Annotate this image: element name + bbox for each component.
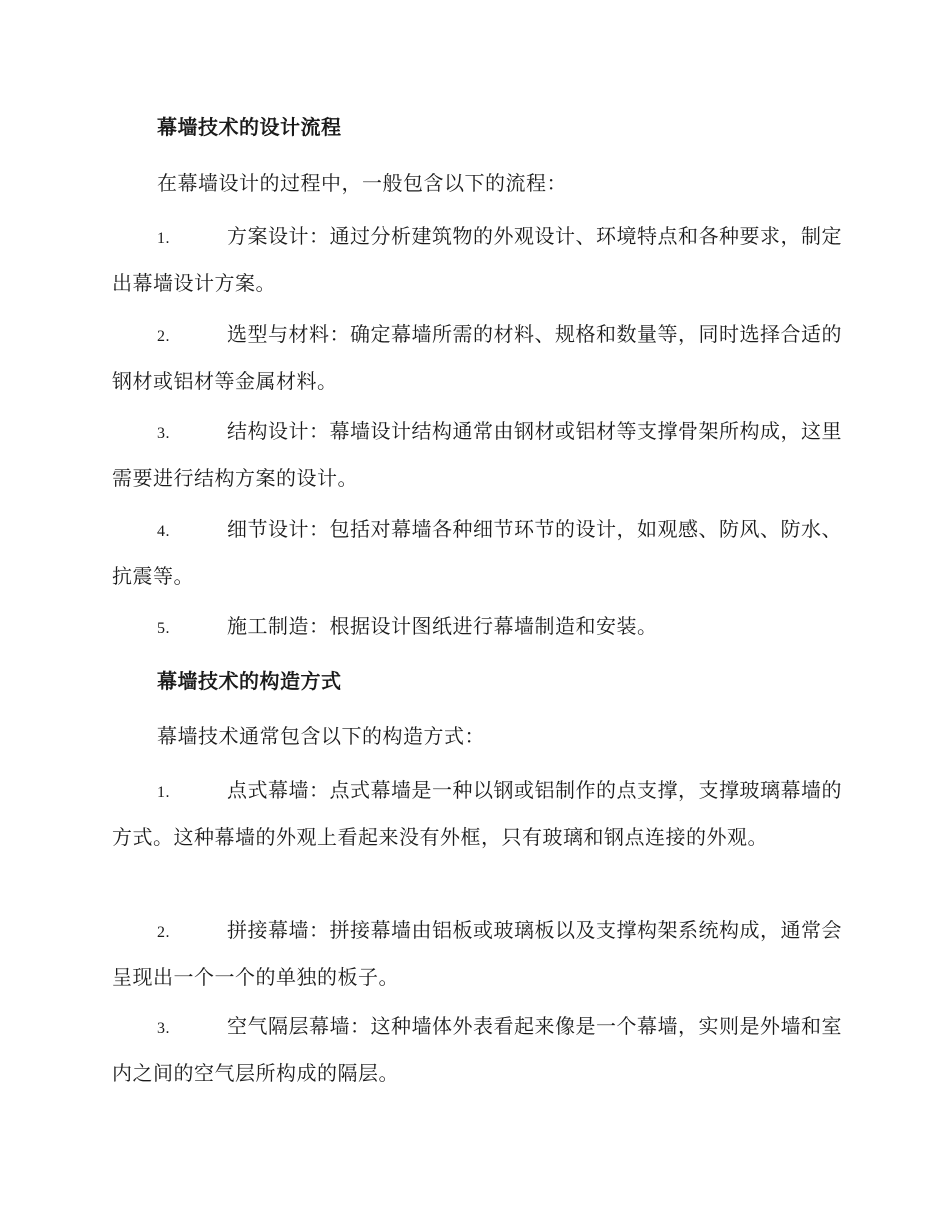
list-item-number: 5.: [157, 620, 170, 637]
list-item-text: 方案设计：通过分析建筑物的外观设计、环境特点和各种要求，制定出幕墙设计方案。: [112, 224, 842, 295]
list-item: [112, 507, 842, 599]
list-item-number: 2.: [157, 328, 170, 345]
list-item-text: 选型与材料：确定幕墙所需的材料、规格和数量等，同时选择合适的钢材或铝材等金属材料。: [112, 322, 842, 393]
list-item-text: 施工制造：根据设计图纸进行幕墙制造和安装。: [227, 614, 658, 638]
list-item: [112, 1004, 842, 1096]
list-item-number: 1.: [157, 784, 170, 801]
section-heading-construction-methods: 幕墙技术的构造方式: [157, 669, 342, 693]
list-item: [112, 908, 842, 1000]
list-item-text: 拼接幕墙：拼接幕墙由铝板或玻璃板以及支撑构架系统构成，通常会呈现出一个一个的单独的板子。: [112, 918, 842, 989]
list-item-text: 空气隔层幕墙：这种墙体外表看起来像是一个幕墙，实则是外墙和室内之间的空气层所构成的隔层。: [112, 1014, 842, 1085]
list-item-text: 结构设计：幕墙设计结构通常由钢材或铝材等支撑骨架所构成，这里需要进行结构方案的设计。: [112, 419, 842, 490]
section-heading-design-process: 幕墙技术的设计流程: [157, 115, 342, 139]
list-item: [112, 604, 842, 651]
list-item: [112, 409, 842, 501]
list-item-text: 点式幕墙：点式幕墙是一种以钢或铝制作的点支撑，支撑玻璃幕墙的方式。这种幕墙的外观上看起来没有外框，只有玻璃和钢点连接的外观。: [112, 778, 842, 849]
list-item-number: 4.: [157, 523, 170, 540]
list-item-number: 2.: [157, 924, 170, 941]
list-item-number: 3.: [157, 1020, 170, 1037]
section-intro-construction-methods: 幕墙技术通常包含以下的构造方式：: [157, 724, 485, 748]
list-item-number: 1.: [157, 230, 170, 247]
section-intro-design-process: 在幕墙设计的过程中，一般包含以下的流程：: [157, 171, 567, 195]
list-item: [112, 768, 842, 860]
list-item: [112, 214, 842, 306]
list-item: [112, 312, 842, 404]
list-item-text: 细节设计：包括对幕墙各种细节环节的设计，如观感、防风、防水、抗震等。: [112, 517, 842, 588]
list-item-number: 3.: [157, 425, 170, 442]
